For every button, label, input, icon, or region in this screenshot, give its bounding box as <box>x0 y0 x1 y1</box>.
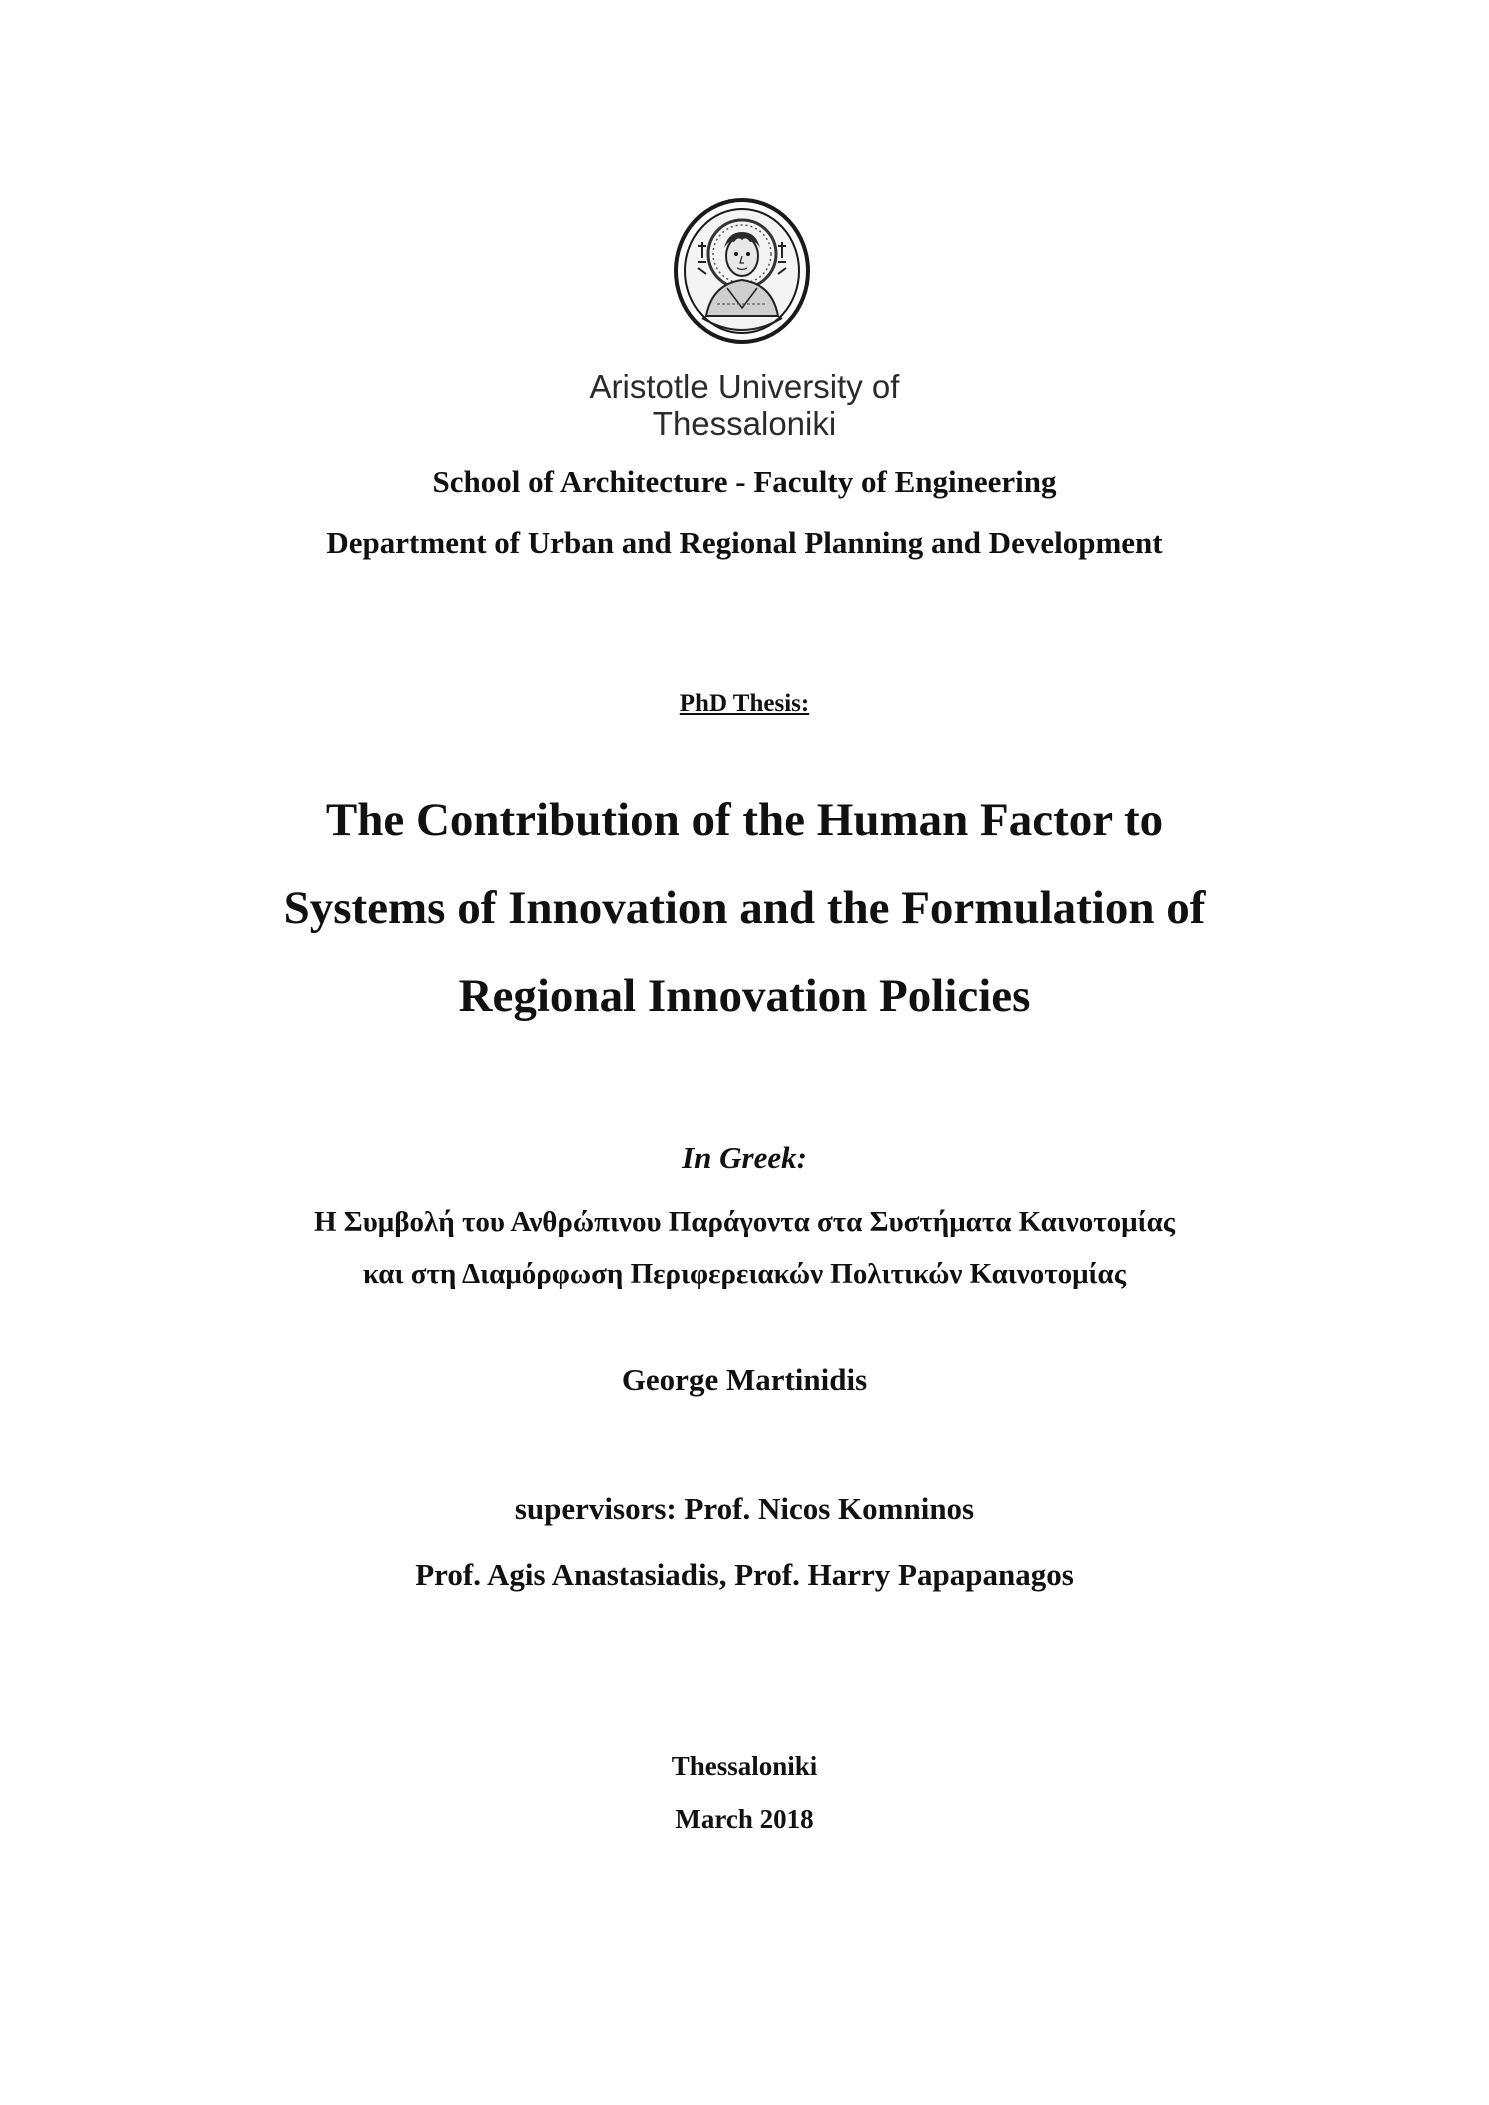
place: Thessaloniki <box>671 1751 818 1781</box>
author-name: George Martinidis <box>621 1362 868 1397</box>
thesis-title-line2: Systems of Innovation and the Formulation of <box>283 882 1206 934</box>
greek-title-line1: Η Συμβολή του Ανθρώπινου Παράγοντα στα Συστήματα Καινοτομίας <box>313 1206 1176 1238</box>
school-name: School of Architecture - Faculty of Engineering <box>432 464 1057 499</box>
thesis-title-line1: The Contribution of the Human Factor to <box>325 794 1164 846</box>
university-seal-icon <box>672 196 812 346</box>
university-name-line2: Thessaloniki <box>652 405 837 442</box>
date: March 2018 <box>675 1804 814 1834</box>
university-name-line1: Aristotle University of <box>589 368 900 405</box>
department-name: Department of Urban and Regional Planning and Development <box>326 525 1163 560</box>
greek-title-label: In Greek: <box>682 1140 807 1175</box>
thesis-label: PhD Thesis: <box>679 690 810 717</box>
thesis-title-line3: Regional Innovation Policies <box>458 970 1031 1022</box>
supervisors-line1: supervisors: Prof. Nicos Komninos <box>514 1491 975 1526</box>
supervisors-line2: Prof. Agis Anastasiadis, Prof. Harry Papapanagos <box>415 1557 1074 1592</box>
greek-title-line2: και στη Διαμόρφωση Περιφερειακών Πολιτικών Καινοτομίας <box>363 1258 1126 1290</box>
